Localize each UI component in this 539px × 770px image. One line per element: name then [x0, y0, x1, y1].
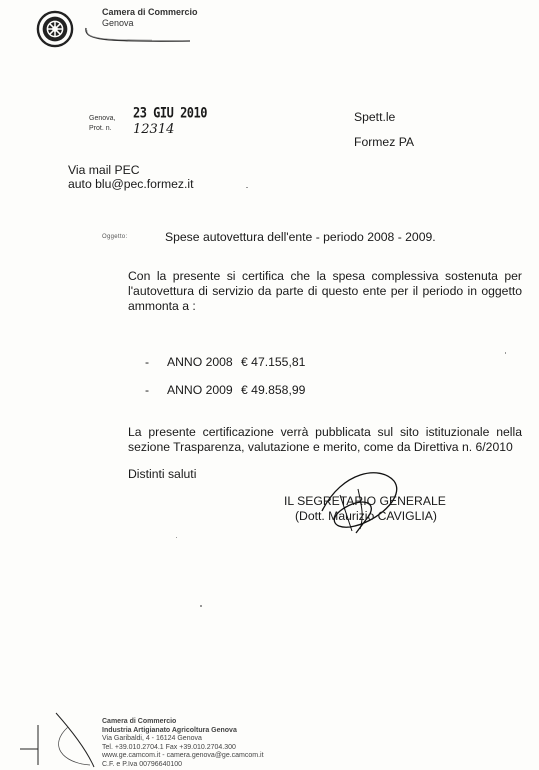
footer-line4: Tel. +39.010.2704.1 Fax +39.010.2704.300: [102, 743, 236, 751]
amount-value: € 49.858,99: [241, 383, 306, 397]
subject-label: Oggetto:: [102, 234, 128, 240]
date-stamp: 23 GIU 2010: [133, 104, 207, 122]
amount-dash: -: [145, 383, 150, 397]
footer-address: [102, 718, 264, 770]
amount-year: ANNO 2009: [167, 383, 233, 397]
recipient-salutation: Spett.le: [354, 110, 396, 124]
footer-line6: C.F. e P.Iva 00796640100: [102, 760, 183, 768]
scan-speck: [200, 605, 202, 607]
via-line1: Via mail PEC: [68, 163, 140, 177]
footer-line2: Industria Artigianato Agricoltura Genova: [102, 726, 237, 734]
via-pec-address: auto blu@pec.formez.it: [68, 177, 194, 191]
subject-text: Spese autovettura dell'ente - periodo 2008 - 2009.: [165, 230, 436, 244]
footer-line3: Via Garibaldi, 4 - 16124 Genova: [102, 735, 202, 743]
letterhead-swoosh: [82, 22, 192, 44]
footer-line1: Camera di Commercio: [102, 718, 177, 725]
signatory-title: IL SEGRETARIO GENERALE: [284, 494, 446, 508]
letterhead-org-line1: Camera di Commercio: [102, 7, 198, 17]
amount-value: € 47.155,81: [241, 355, 306, 369]
letterhead-org-line2: Genova: [102, 18, 134, 28]
scan-speck: [176, 537, 177, 538]
publication-paragraph: La presente certificazione verrà pubblicata sul sito istituzionale nella sezione Trasparenza, valutazione e merito, come da Direttiva n. 6/2010: [128, 425, 522, 454]
intro-paragraph: Con la presente si certifica che la spesa complessiva sostenuta per l'autovettura di servizio da parte di questo ente per il periodo in oggetto ammonta a :: [128, 269, 522, 313]
prot-label: Prot. n.: [89, 125, 112, 132]
chamber-seal-logo: [36, 10, 74, 48]
recipient-name: Formez PA: [354, 135, 415, 149]
amount-dash: -: [145, 355, 150, 369]
amount-year: ANNO 2008: [167, 355, 233, 369]
city-label: Genova,: [89, 115, 116, 122]
protocol-number: 12314: [133, 122, 175, 137]
signatory-name: (Dott. Maurizio CAVIGLIA): [295, 509, 437, 523]
closing-greeting: Distinti saluti: [128, 467, 197, 481]
scan-speck: [505, 352, 506, 354]
footer-line5: www.ge.camcom.it - camera.genova@ge.camcom.it: [102, 752, 264, 760]
scan-speck: [246, 187, 248, 188]
footer-initials-mark: [18, 705, 98, 768]
